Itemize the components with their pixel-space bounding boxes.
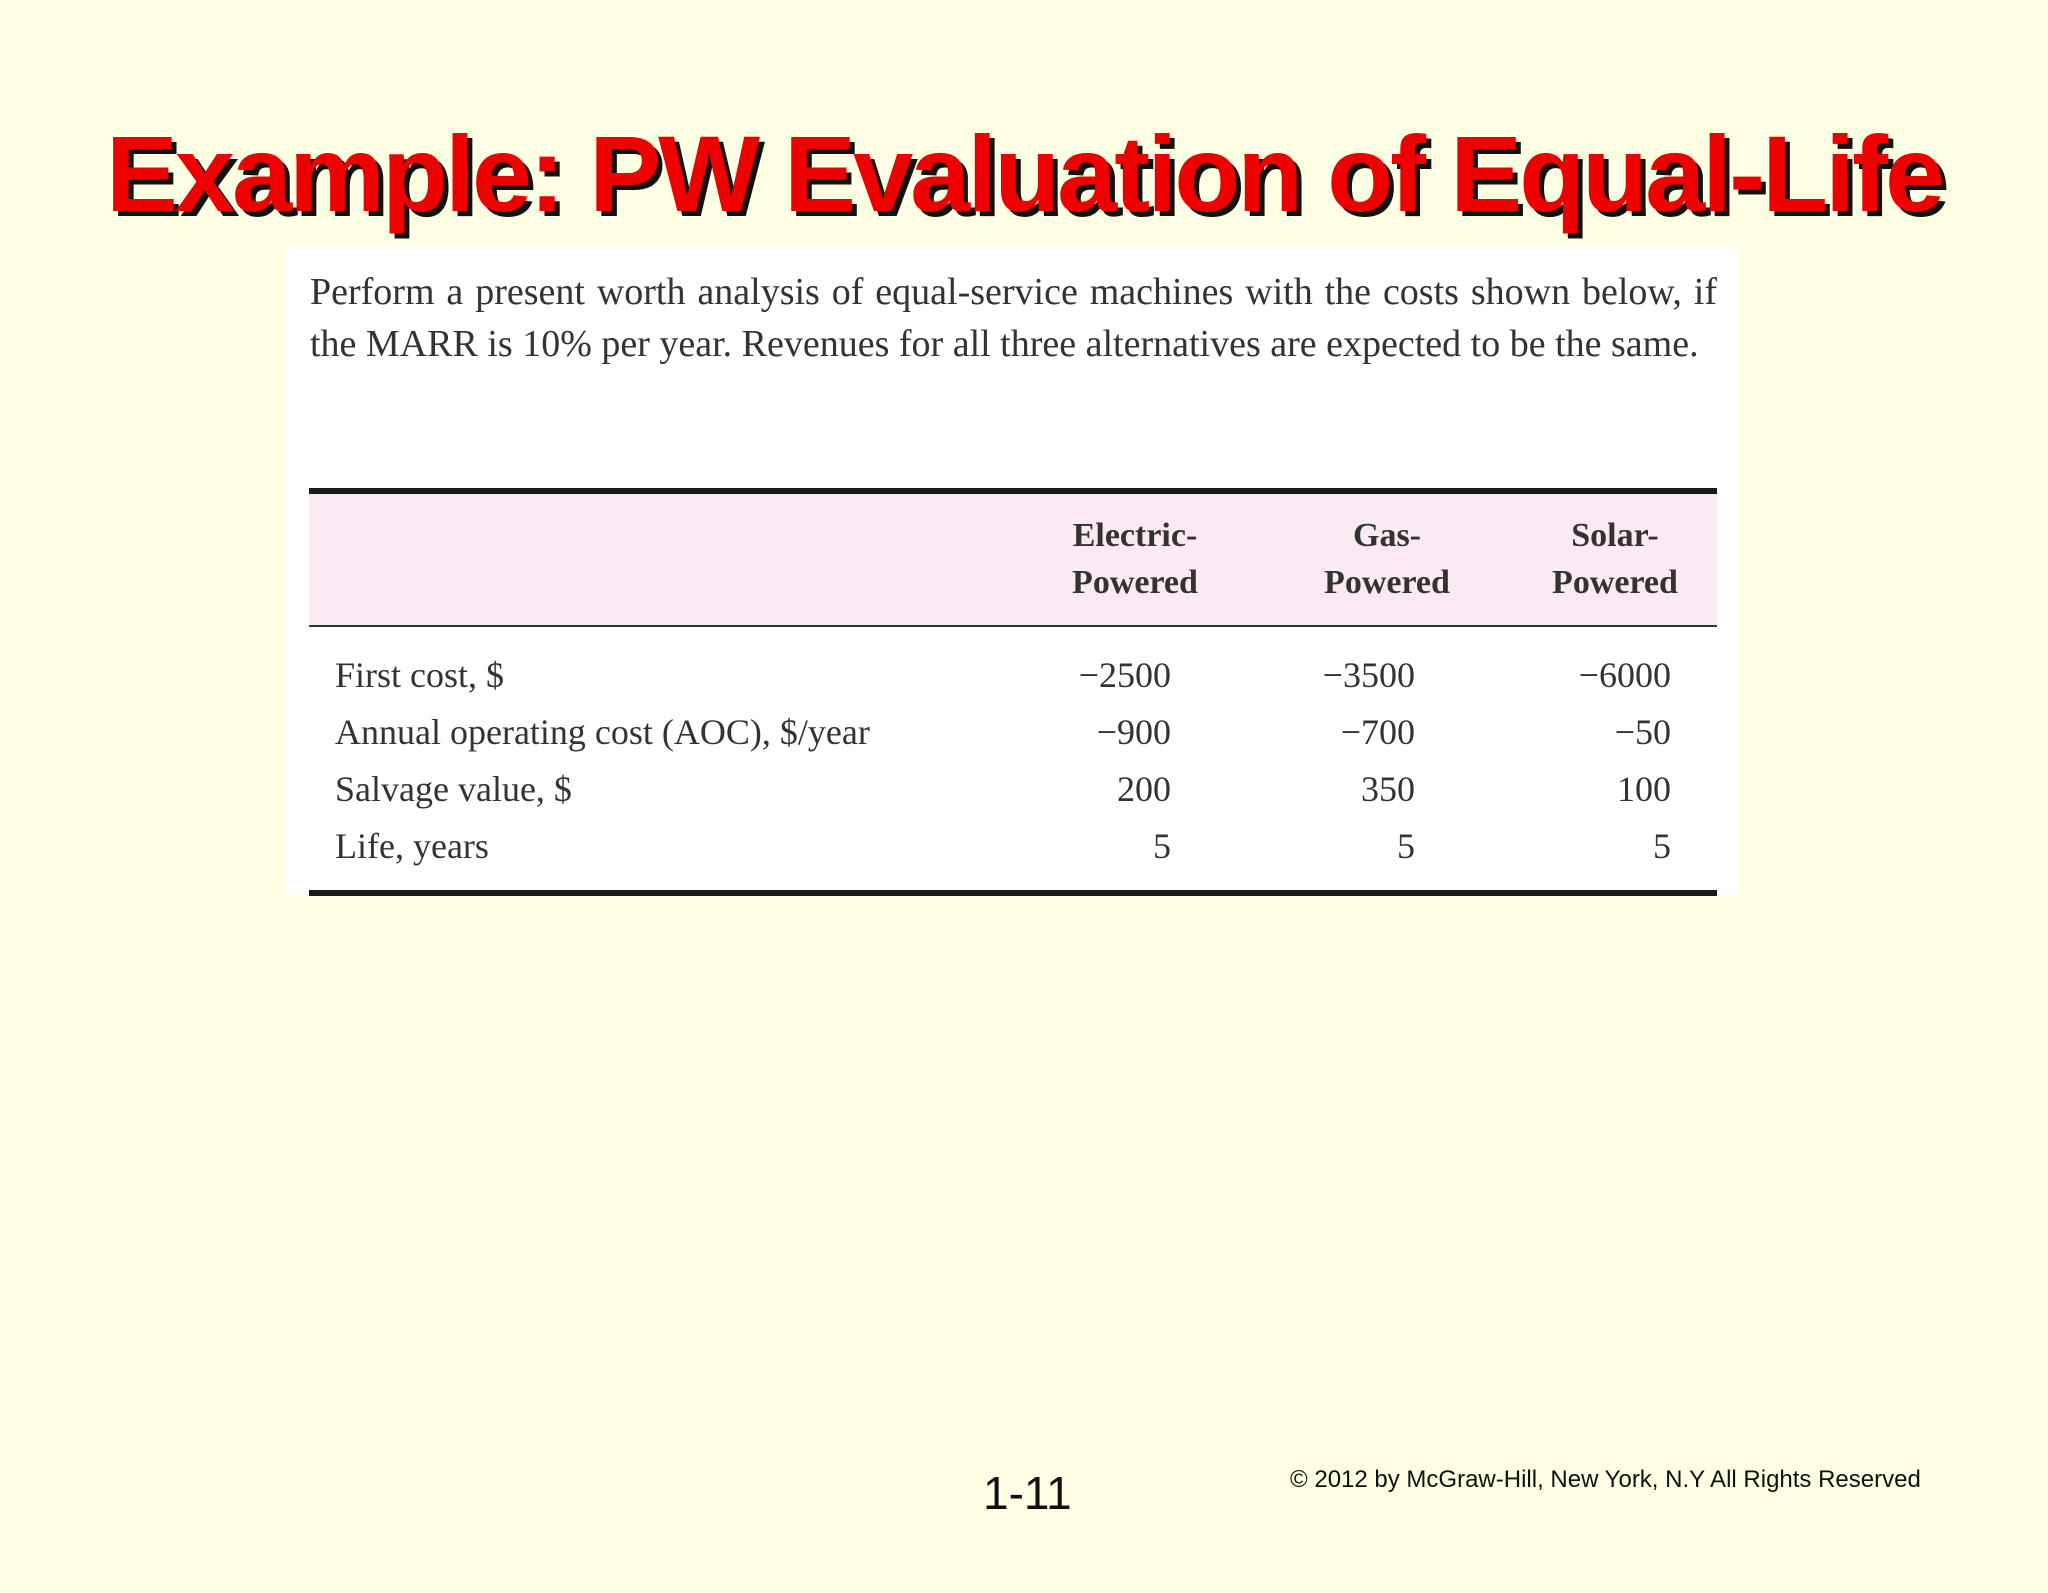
table-row-first-cost <box>309 626 1717 704</box>
cell-gas: 350 <box>1361 769 1415 809</box>
cost-table <box>309 494 1717 890</box>
cell-solar: 100 <box>1617 769 1671 809</box>
cell-solar: −50 <box>1614 712 1671 752</box>
header-electric-powered: Electric- Powered <box>1009 494 1261 626</box>
cell-gas: −3500 <box>1322 655 1415 695</box>
row-label: Salvage value, $ <box>335 769 572 809</box>
row-label: First cost, $ <box>335 655 505 695</box>
cell-electric: −900 <box>1096 712 1171 752</box>
table-row-aoc <box>309 704 1717 761</box>
header-solar-powered: Solar- Powered <box>1513 494 1717 626</box>
problem-statement: Perform a present worth analysis of equal-service machines with the costs shown below, if the MARR is 10% per year. Revenues for all three alternatives are expected to be the same. <box>310 271 1717 365</box>
table-row-salvage-value <box>309 761 1717 818</box>
cell-electric: 5 <box>1153 826 1171 866</box>
row-label: Life, years <box>335 826 489 866</box>
cell-gas: −700 <box>1340 712 1415 752</box>
table-row-life <box>309 818 1717 890</box>
cell-solar: −6000 <box>1578 655 1671 695</box>
slide-title: Example: PW Evaluation of Equal-Life <box>105 113 1943 234</box>
cell-gas: 5 <box>1397 826 1415 866</box>
header-label-column <box>309 494 1009 626</box>
cell-electric: 200 <box>1117 769 1171 809</box>
row-label: Annual operating cost (AOC), $/year <box>335 712 870 752</box>
header-gas-powered: Gas- Powered <box>1261 494 1513 626</box>
cost-table-wrapper <box>309 488 1717 896</box>
problem-figure <box>285 248 1737 894</box>
cell-electric: −2500 <box>1078 655 1171 695</box>
table-header-row <box>309 494 1717 626</box>
page-number: 1-11 <box>983 1467 1072 1519</box>
cell-solar: 5 <box>1653 826 1671 866</box>
copyright-notice: © 2012 by McGraw-Hill, New York, N.Y All Rights Reserved <box>1290 1466 1921 1493</box>
